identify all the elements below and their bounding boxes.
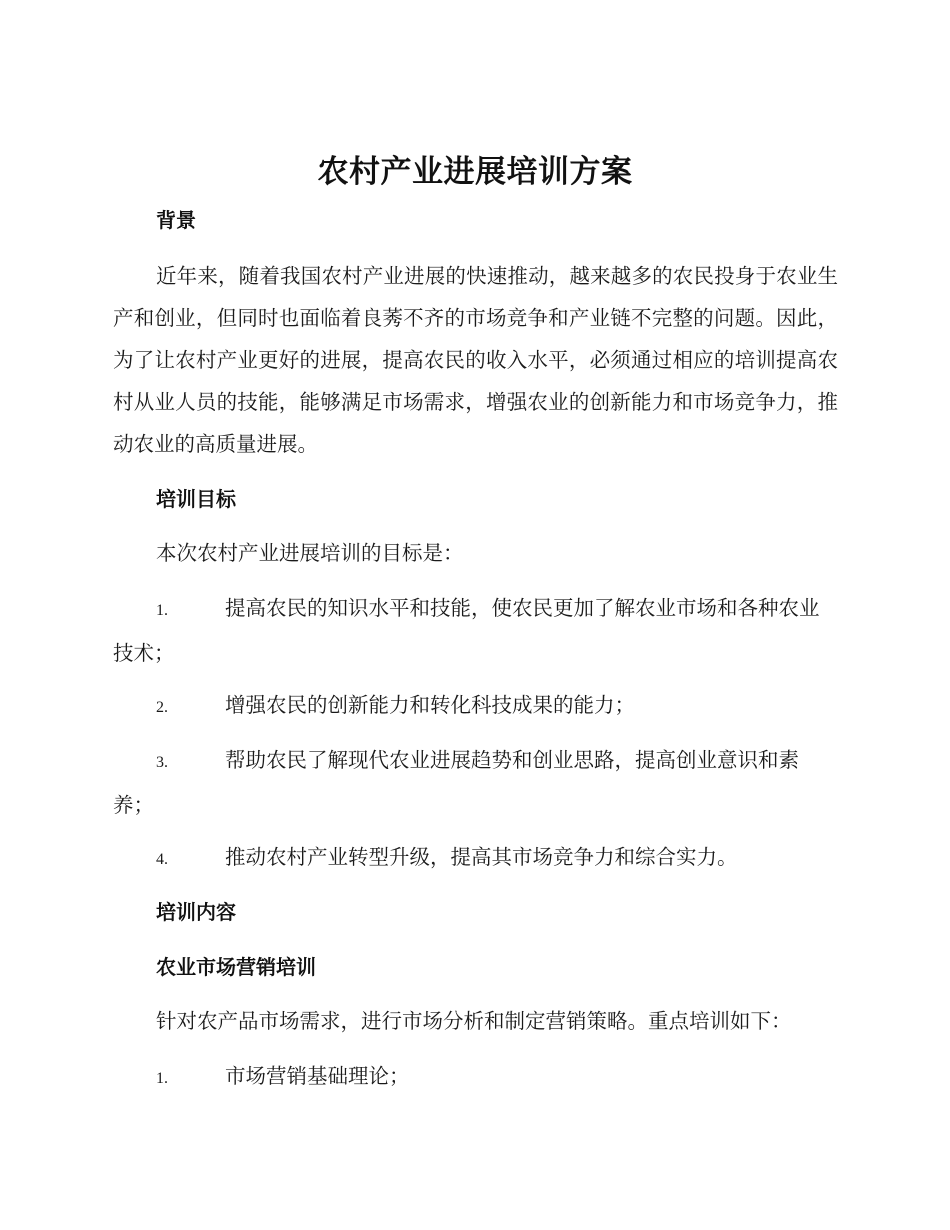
paragraph-goals-intro: 本次农村产业进展培训的目标是： bbox=[156, 541, 464, 565]
list-text: 提高农民的知识水平和技能，使农民更加了解农业市场和各种农业技术； bbox=[113, 596, 820, 665]
list-text: 市场营销基础理论； bbox=[225, 1064, 410, 1088]
list-number: 2. bbox=[156, 699, 168, 716]
list-number: 3. bbox=[156, 754, 168, 771]
list-item-goal-2 bbox=[113, 684, 838, 729]
list-number: 4. bbox=[156, 851, 168, 868]
heading-background: 背景 bbox=[156, 208, 196, 232]
heading-marketing: 农业市场营销培训 bbox=[156, 955, 316, 979]
list-text: 帮助农民了解现代农业进展趋势和创业思路，提高创业意识和素养； bbox=[113, 748, 799, 817]
paragraph-background: 近年来，随着我国农村产业进展的快速推动，越来越多的农民投身于农业生产和创业，但同时也面临着良莠不齐的市场竞争和产业链不完整的问题。因此，为了让农村产业更好的进展，提高农民的收入水平，必须通过相应的培训提高农村从业人员的技能，能够满足市场需求，增强农业的创新能力和市场竞争力，推动农业的高质量进展。 bbox=[113, 264, 838, 456]
list-text: 推动农村产业转型升级，提高其市场竞争力和综合实力。 bbox=[225, 845, 738, 869]
list-item-marketing-1 bbox=[113, 1055, 838, 1100]
heading-goals: 培训目标 bbox=[156, 487, 236, 511]
heading-content: 培训内容 bbox=[156, 900, 236, 924]
list-number: 1. bbox=[156, 602, 168, 619]
paragraph-marketing-intro: 针对农产品市场需求，进行市场分析和制定营销策略。重点培训如下： bbox=[156, 1009, 792, 1033]
list-number: 1. bbox=[156, 1070, 168, 1087]
list-item-goal-4 bbox=[113, 836, 838, 881]
page-title: 农村产业进展培训方案 bbox=[317, 154, 633, 190]
list-item-goal-3 bbox=[113, 739, 838, 826]
list-item-goal-1 bbox=[113, 587, 838, 674]
list-text: 增强农民的创新能力和转化科技成果的能力； bbox=[225, 693, 635, 717]
